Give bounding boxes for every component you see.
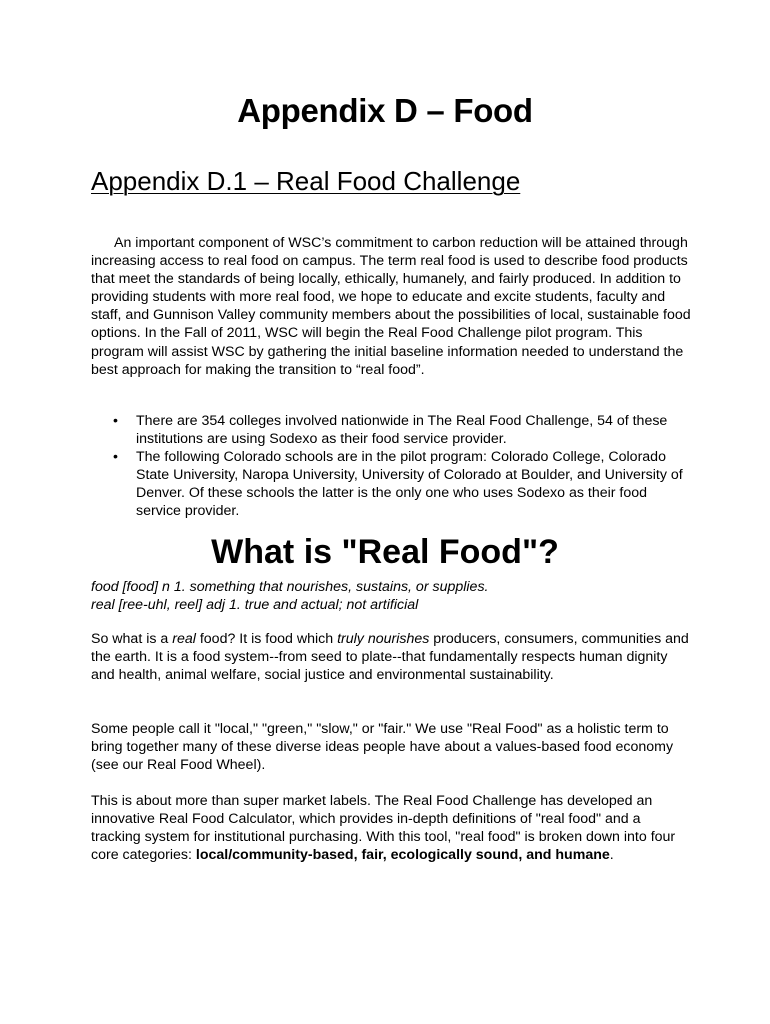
bullet-text: The following Colorado schools are in the pilot program: Colorado College, Colorado State University, Naropa University, University of Colorado at Boulder, and University of Denver. Of these schools the latter is the only one who uses Sodexo as their food service provider. <box>136 449 683 520</box>
section-title: Appendix D.1 – Real Food Challenge <box>91 166 521 196</box>
bullet-list <box>91 412 691 521</box>
bullet-text: There are 354 colleges involved nationwide in The Real Food Challenge, 54 of these institutions are using Sodexo as their food service provider. <box>136 413 668 448</box>
list-item <box>91 412 691 448</box>
para3-text-a: This is about more than super market labels. The Real Food Challenge has developed an innovative Real Food Calculator, which provides in-depth definitions of "real food" and a tracking system for institutional purchasing. With this tool, "real food" is broken down into four core categories: <box>91 793 676 864</box>
definitions <box>91 578 691 614</box>
list-item <box>91 448 691 520</box>
para3-text-c: . <box>609 847 614 864</box>
bullet-icon: • <box>113 413 118 429</box>
page-title: Appendix D – Food <box>237 92 533 129</box>
para3-core-categories: local/community-based, fair, ecologically sound, and humane <box>195 847 610 864</box>
real-food-heading: What is "Real Food"? <box>211 533 559 571</box>
para1-text-c: food? It is food which <box>195 631 338 647</box>
para1-emphasis-truly-nourishes: truly nourishes <box>337 631 430 647</box>
calculator-paragraph <box>91 792 691 864</box>
holistic-term-paragraph: Some people call it "local," "green," "slow," or "fair." We use "Real Food" as a holistic term to bring together many of these diverse ideas people have about a values-based food economy (see our Real Food Wheel). <box>91 721 674 774</box>
para1-text-a: So what is a <box>91 631 173 647</box>
intro-paragraph: An important component of WSC’s commitment to carbon reduction will be attained through increasing access to real food on campus. The term real food is used to describe food products that meet the standards of being locally, ethically, humanely, and fairly produced. In addition to providing students with more real food, we hope to educate and excite students, faculty and staff, and Gunnison Valley community members about the possibilities of local, sustainable food options. In the Fall of 2011, WSC will begin the Real Food Challenge pilot program. This program will assist WSC by gathering the initial baseline information needed to understand the best approach for making the transition to “real food”. <box>91 235 691 378</box>
para1-text-e: producers, consumers, communities and the earth. It is a food system--from seed to plate--that fundamentally respects human dignity and health, animal welfare, social justice and environmental sustainability. <box>91 631 689 684</box>
what-is-real-food-paragraph <box>91 630 691 684</box>
definition-real: real [ree-uhl, reel] adj 1. true and actual; not artificial <box>91 597 419 614</box>
bullet-icon: • <box>113 449 118 466</box>
definition-food: food [food] n 1. something that nourishes, sustains, or supplies. <box>91 579 489 595</box>
para1-emphasis-real: real <box>172 631 196 647</box>
